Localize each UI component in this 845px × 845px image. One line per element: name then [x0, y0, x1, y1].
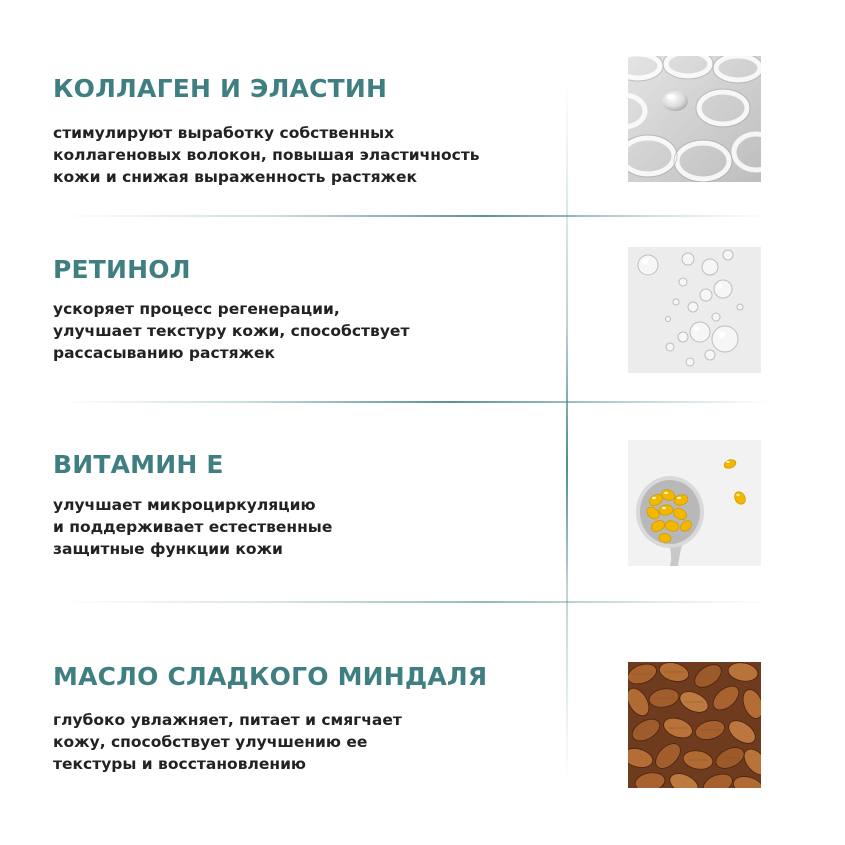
retinol-drops-icon	[628, 247, 761, 373]
ingredient-description: глубоко увлажняет, питает и смягчает кожу, способствует улучшению ее текстуры и восстановлению	[53, 711, 402, 773]
vertical-divider	[566, 80, 568, 780]
horizontal-divider	[60, 215, 770, 217]
ingredient-title: ВИТАМИН Е	[53, 450, 224, 479]
ingredient-description: ускоряет процесс регенерации, улучшает текстуру кожи, способствует рассасыванию растяжек	[53, 300, 410, 362]
horizontal-divider	[60, 401, 770, 403]
vitamin-e-capsules-icon	[628, 440, 761, 566]
ingredient-title: РЕТИНОЛ	[53, 255, 191, 284]
almonds-icon	[628, 662, 761, 788]
ingredient-description: стимулируют выработку собственных коллагеновых волокон, повышая эластичность кожи и снижая выраженность растяжек	[53, 124, 480, 186]
ingredient-title: КОЛЛАГЕН И ЭЛАСТИН	[53, 74, 388, 103]
ingredient-description: улучшает микроциркуляцию и поддерживает естественные защитные функции кожи	[53, 496, 333, 558]
horizontal-divider	[60, 601, 770, 603]
ingredient-title: МАСЛО СЛАДКОГО МИНДАЛЯ	[53, 662, 488, 691]
collagen-gel-icon	[628, 56, 761, 182]
